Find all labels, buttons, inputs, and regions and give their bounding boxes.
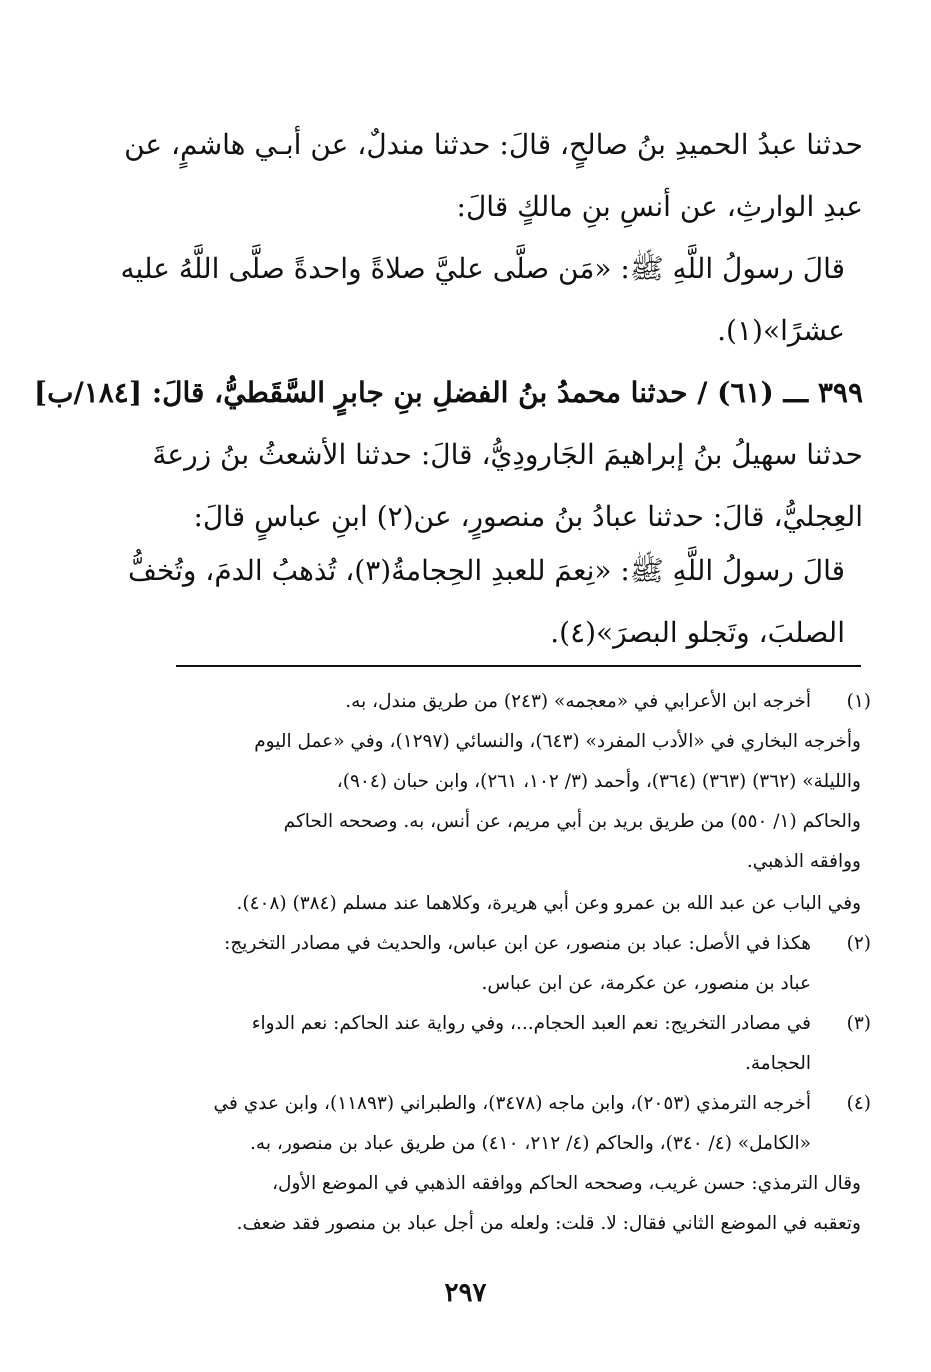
footnote-number: (٣) <box>846 1013 871 1034</box>
paragraph-hadith-399 <box>33 362 863 548</box>
text-line: قالَ رسولُ اللَّهِ ﷺ: «مَن صلَّى عليَّ صلاةً واحدةً صلَّى اللَّهُ عليه <box>120 252 845 285</box>
footnote-line: أخرجه ابن الأعرابي في «معجمه» (٢٤٣) من طريق مندل، به. <box>345 691 811 712</box>
text-line: قالَ رسولُ اللَّهِ ﷺ: «نِعمَ للعبدِ الحِجامةُ(٣)، تُذهبُ الدمَ، وتُخفُّ <box>128 554 845 587</box>
footnote-line: الحجامة. <box>744 1053 811 1074</box>
footnote-1-extra <box>133 884 911 924</box>
footnote-line: وفي الباب عن عبد الله بن عمرو وعن أبي هريرة، وكلاهما عند مسلم (٣٨٤) (٤٠٨). <box>236 893 861 914</box>
page-number: ٢٩٧ <box>444 1278 487 1308</box>
footnote-line: «الكامل» (٤/ ٣٤٠)، والحاكم (٤/ ٢١٢، ٤١٠) من طريق عباد بن منصور، به. <box>250 1133 811 1154</box>
footnote-line: هكذا في الأصل: عباد بن منصور، عن ابن عباس، والحديث في مصادر التخريج: <box>224 933 811 954</box>
text-line: حدثنا عبدُ الحميدِ بنُ صالحٍ، قالَ: حدثنا مندلٌ، عن أبـي هاشمٍ، عن <box>124 128 863 161</box>
footnote-line: أخرجه الترمذي (٢٠٥٣)، وابن ماجه (٣٤٧٨)، والطبراني (١١٨٩٣)، وابن عدي في <box>213 1093 811 1114</box>
footnote-line: في مصادر التخريج: نعم العبد الحجام...، وفي رواية عند الحاكم: نعم الدواء <box>251 1013 811 1034</box>
footnote-line: ووافقه الذهبي. <box>746 851 861 872</box>
text-line: عبدِ الوارثِ، عن أنسِ بنِ مالكٍ قالَ: <box>456 190 863 223</box>
text-line: حدثنا سهيلُ بنُ إبراهيمَ الجَارودِيُّ، قالَ: حدثنا الأشعثُ بنُ زرعةَ <box>152 438 863 471</box>
footnote-line: والحاكم (١/ ٥٥٠) من طريق بريد بن أبي مريم، عن أنس، به. وصححه الحاكم <box>283 811 861 832</box>
footnote-line: وقال الترمذي: حسن غريب، وصححه الحاكم ووافقه الذهبي في الموضع الأول، <box>272 1173 861 1194</box>
footnote-1 <box>133 682 871 722</box>
footnote-number: (٤) <box>846 1093 871 1114</box>
text-line: عشرًا»(١). <box>717 314 845 347</box>
paragraph-matn-2 <box>128 540 845 664</box>
text-line: الصلبَ، وتَجلو البصرَ»(٤). <box>550 616 845 649</box>
footnote-number: (٢) <box>846 933 871 954</box>
paragraph-matn-1 <box>120 238 845 362</box>
footnote-number: (١) <box>846 691 871 712</box>
footnote-2 <box>133 924 871 1004</box>
footnote-separator <box>176 665 861 667</box>
footnote-line: وتعقبه في الموضع الثاني فقال: لا. قلت: ولعله من أجل عباد بن منصور فقد ضعف. <box>236 1213 861 1234</box>
footnote-1-continued <box>133 722 911 882</box>
footnote-3 <box>133 1004 871 1084</box>
paragraph-isnad-1 <box>124 114 863 238</box>
footnote-4 <box>133 1084 871 1164</box>
text-line: العِجليُّ، قالَ: حدثنا عبادُ بنُ منصورٍ، عن(٢) ابنِ عباسٍ قالَ: <box>193 500 863 533</box>
footnote-line: عباد بن منصور، عن عكرمة، عن ابن عباس. <box>481 973 811 994</box>
text-line: ٣٩٩ ـــ (٦١) / حدثنا محمدُ بنُ الفضلِ بنِ جابرٍ السَّقَطيُّ، قالَ: [١٨٤/ب] <box>33 376 863 409</box>
footnote-4-continued <box>133 1164 911 1244</box>
footnote-line: والليلة» (٣٦٢) (٣٦٣) (٣٦٤)، وأحمد (٣/ ١٠٢، ٢٦١)، وابن حبان (٩٠٤)، <box>336 771 861 792</box>
footnote-line: وأخرجه البخاري في «الأدب المفرد» (٦٤٣)، والنسائي (١٢٩٧)، وفي «عمل اليوم <box>254 731 861 752</box>
